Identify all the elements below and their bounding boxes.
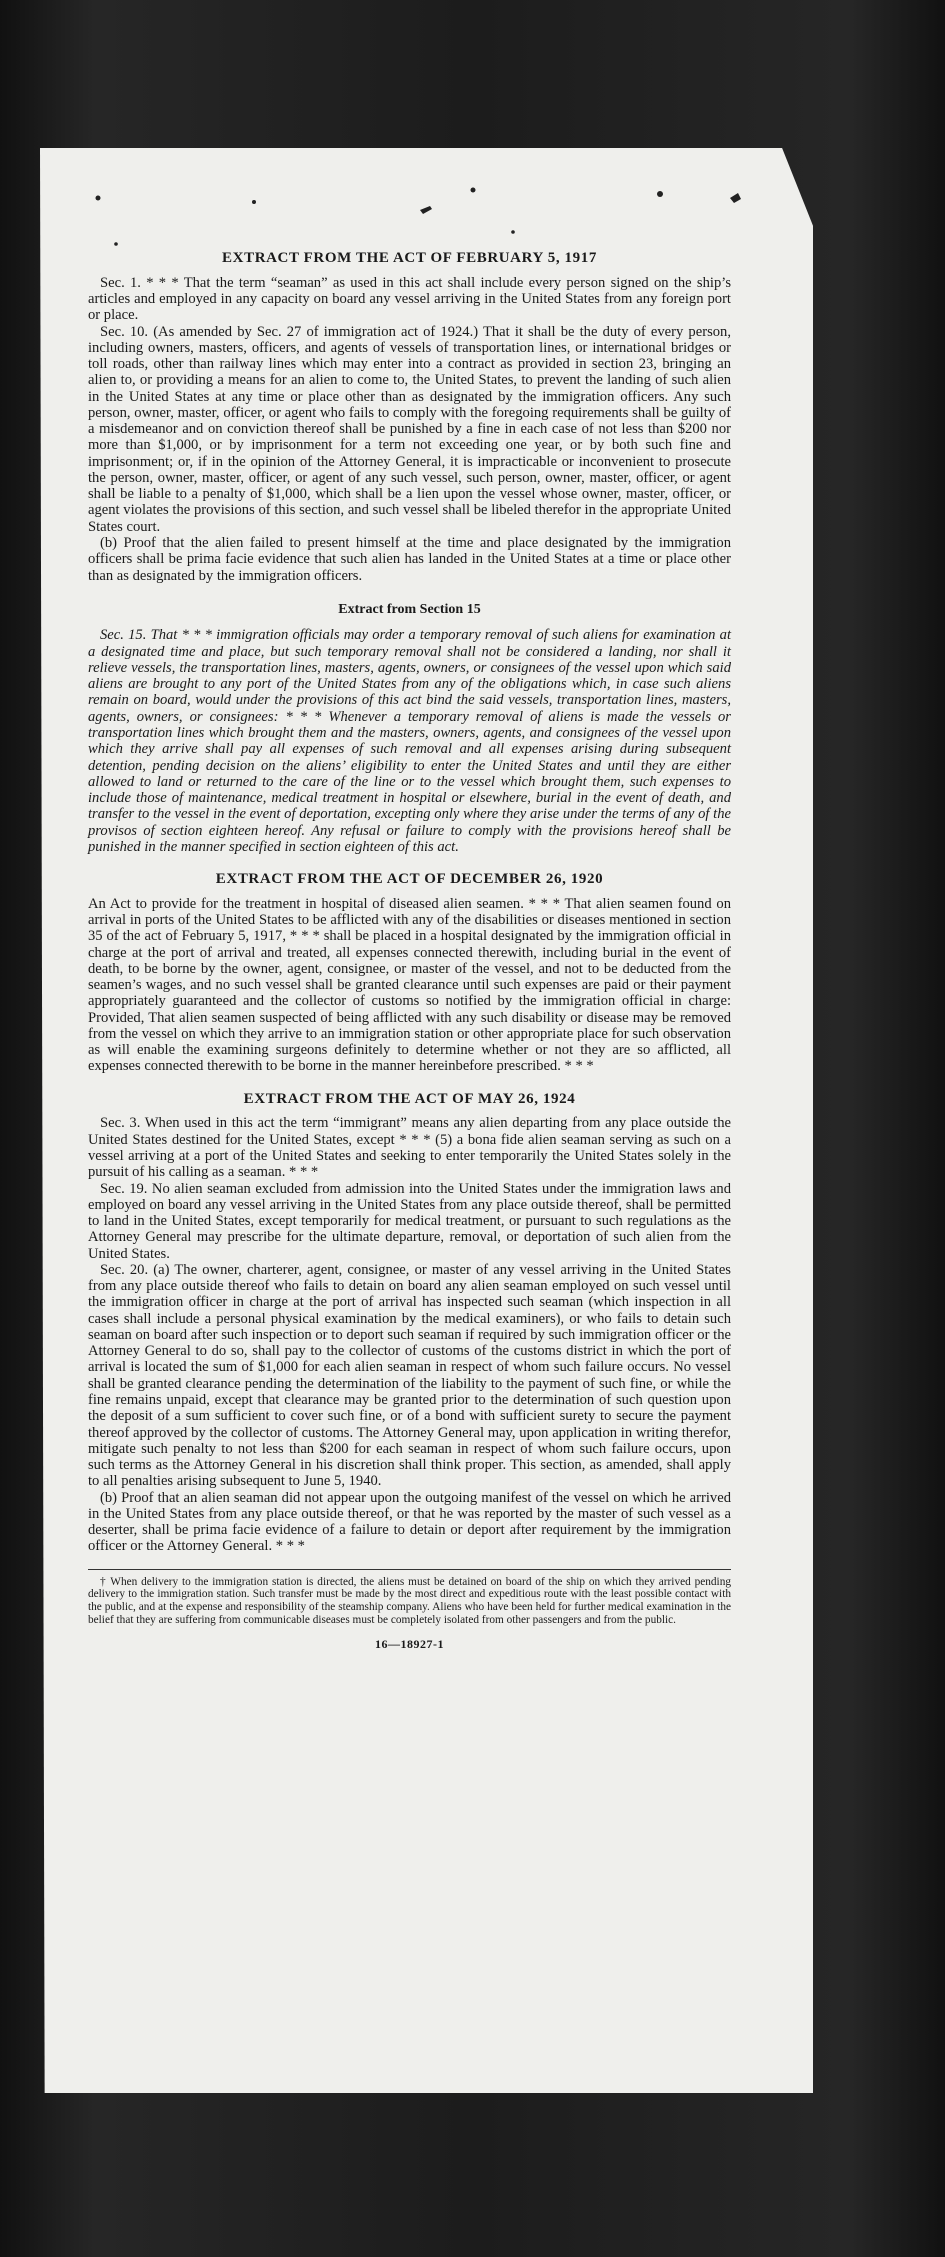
section-20-text: Sec. 20. (a) The owner, charterer, agent, consignee, or master of any vessel arriving in the United States from any place outside thereof who fails to detain on board any alien seaman employed on such vessel until the immigration officer in charge at the port of arrival has inspected such seaman (which inspection in all cases shall include a personal physical examination by the medical examiners), or who fails to detain such seaman on board after such inspection or to deport such seaman if required by such immigration officer or the Attorney General to do so, shall pay to the collector of customs of the customs district in which the port of arrival is located the sum of $1,000 for each alien seaman in respect of whom such failure occurs. No vessel shall be granted clearance pending the determination of the liability to the payment of such fine, or while the fine remains unpaid, except that clearance may be granted prior to the determination of such question upon the deposit of a sum sufficient to cover such fine, or of a bond with sufficient surety to secure the payment thereof approved by the collector of customs. The Attorney General may, upon application in writing therefor, mitigate such penalty to not less than $200 for each seaman in respect of whom such failure occurs, upon such terms as the Attorney General in his discretion shall think proper. This section, as amended, shall apply to all penalties arising subsequent to June 5, 1940. xyxy=(88,1261,731,1490)
heading-act-1924: EXTRACT FROM THE ACT OF MAY 26, 1924 xyxy=(243,1090,576,1107)
footnote-divider xyxy=(88,1569,731,1570)
section-20b-text: (b) Proof that an alien seaman did not appear upon the outgoing manifest of the vessel on which he arrived in the United States from any place outside thereof, or that he was reported by the master of such vessel as a deserter, shall be prima facie evidence of a failure to detain or deport after requirement by the immigration officer or the Attorney General. * * * xyxy=(88,1489,731,1555)
section-19-text: Sec. 19. No alien seaman excluded from admission into the United States under the immigration laws and employed on board any vessel arriving in the United States from any place outside thereof, shall be permitted to land in the United States, except temporarily for medical treatment, or pursuant to such regulations as the Attorney General may prescribe for the ultimate departure, removal, or deportation of such alien from the United States. xyxy=(88,1180,731,1262)
section-10-text: Sec. 10. (As amended by Sec. 27 of immigration act of 1924.) That it shall be the duty of every person, including owners, masters, officers, and agents of vessels of transportation lines, or international bridges or toll roads, other than railway lines which may enter into a contract as provided in section 23, bringing an alien to, or providing a means for an alien to come to, the United States, to prevent the landing of such alien in the United States at any time or place other than as designated by the immigration officers. Any such person, owner, master, officer, or agent who fails to comply with the foregoing requirements shall be guilty of a misdemeanor and on conviction thereof shall be punished by a fine in each case of not less than $200 nor more than $1,000, or by imprisonment for a term not exceeding one year, or by both such fine and imprisonment; or, if in the opinion of the Attorney General, it is impracticable or inconvenient to prosecute the person, owner, master, officer, or agent of any such vessel, such person, owner, master, officer, or agent shall be liable to a penalty of $1,000, which shall be a lien upon the vessel whose owner, master, officer, or agent violates the provisions of this section, and such vessel shall be libeled therefor in the appropriate United States court. xyxy=(88,323,731,535)
form-number: 16—18927-1 xyxy=(375,1637,444,1652)
section-1-text: Sec. 1. * * * That the term “seaman” as used in this act shall include every person signed on the ship’s articles and employed in any capacity on board any vessel arriving in the United States from any foreign port or place. xyxy=(88,274,731,324)
section-3-text: Sec. 3. When used in this act the term “immigrant” means any alien departing from any place outside the United States destined for the United States, except * * * (5) a bona fide alien seaman serving as such on a vessel arriving at a port of the United States and seeking to enter temporarily the United States solely in the pursuit of his calling as a seaman. * * * xyxy=(88,1115,731,1181)
heading-section-15: Extract from Section 15 xyxy=(338,601,481,617)
section-10b-text: (b) Proof that the alien failed to present himself at the time and place designated by the immigration officers shall be prima facie evidence that such alien has landed in the United States at a time or place other than as designated by the immigration officers. xyxy=(88,534,731,584)
act-1920-text: An Act to provide for the treatment in hospital of diseased alien seamen. * * * That alien seamen found on arrival in ports of the United States to be afflicted with any of the disabilities or diseases mentioned in section 35 of the act of February 5, 1917, * * * shall be placed in a hospital designated by the immigration official in charge at the port of arrival and treated, all expenses connected therewith, including burial in the event of death, to be borne by the owner, agent, consignee, or master of the vessel, and not to be deducted from the seamen’s wages, and no such vessel shall be granted clearance until such expenses are paid or their payment appropriately guaranteed and the collector of customs so notified by the immigration official in charge: Provided, That alien seamen suspected of being afflicted with any such disability or disease may be removed from the vessel on which they arrive to an immigration station or other appropriate place for such observation as will enable the examining surgeons definitely to determine whether or not they are so afflicted, all expenses connected therewith to be borne in the manner hereinbefore prescribed. * * * xyxy=(88,895,731,1075)
section-15-text: Sec. 15. That * * * immigration officials may order a temporary removal of such aliens for examination at a designated time and place, but such temporary removal shall not be considered a landing, nor shall it relieve vessels, the transportation lines, masters, agents, owners, or consignees of the vessel upon which said aliens are brought to any port of the United States from any of the obligations which, in case such aliens remain on board, would under the provisions of this act bind the said vessels, transportation lines, masters, agents, owners, or consignees: * * * Whenever a temporary removal of aliens is made the vessels or transportation lines which brought them and the masters, owners, agents, and consignees of the vessel upon which they arrive shall pay all expenses of such removal and all expenses arising during subsequent detention, pending decision on the aliens’ eligibility to enter the United States and until they are either allowed to land or returned to the care of the line or to the vessel which brought them, such expenses to include those of maintenance, medical treatment in hospital or elsewhere, burial in the event of death, and transfer to the vessel in the event of deportation, excepting only where they arise under the terms of any of the provisos of section eighteen hereof. Any refusal or failure to comply with the provisions hereof shall be punished in the manner specified in section eighteen of this act. xyxy=(88,627,731,855)
document-content xyxy=(88,250,731,1652)
footnote-text: † When delivery to the immigration station is directed, the aliens must be detained on board of the ship on which they arrived pending delivery to the immigration station. Such transfer must be made by the most direct and expeditious route with the least possible contact with the public, and at the expense and responsibility of the steamship company. Aliens who have been held for further medical examination in the belief that they are suffering from communicable diseases must be completely isolated from other passengers and from the public. xyxy=(88,1575,731,1626)
heading-act-1917: EXTRACT FROM THE ACT OF FEBRUARY 5, 1917 xyxy=(222,250,597,266)
heading-act-1920: EXTRACT FROM THE ACT OF DECEMBER 26, 1920 xyxy=(215,871,604,888)
